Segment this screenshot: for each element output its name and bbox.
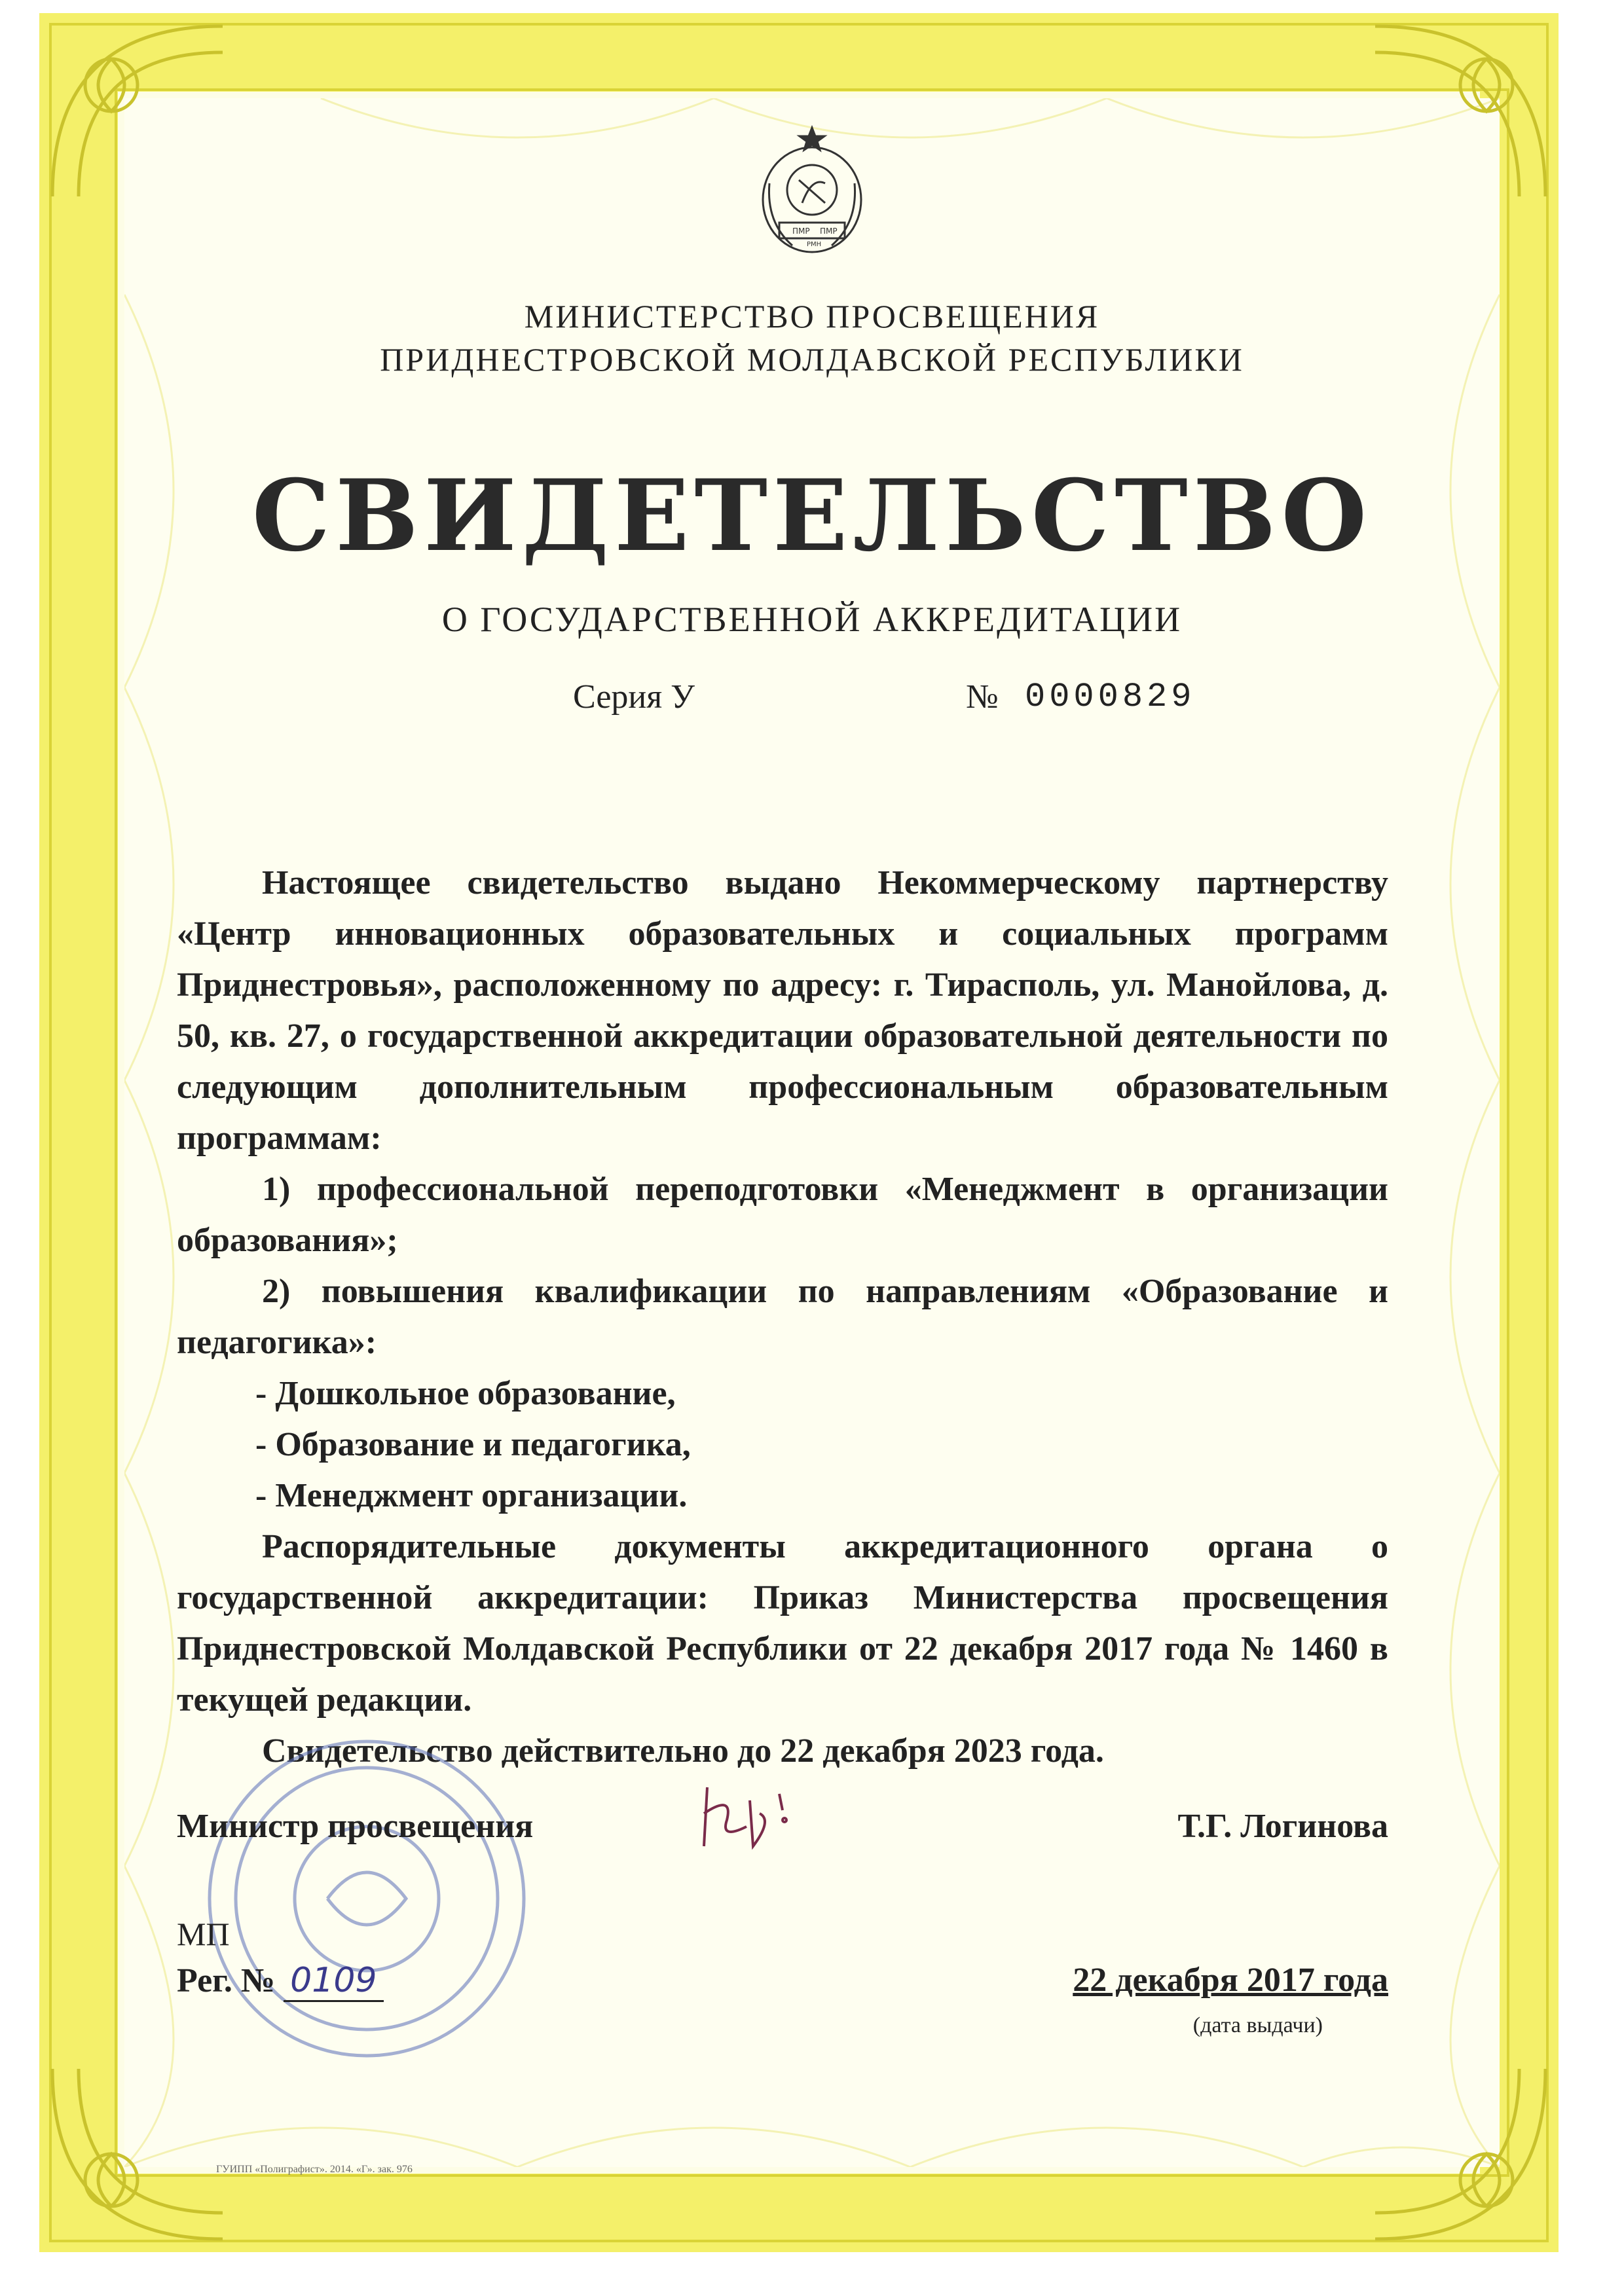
registration-label: Рег. № bbox=[177, 1962, 276, 1999]
signatory-position: Министр просвещения bbox=[177, 1808, 534, 1845]
ministry-line-2: ПРИДНЕСТРОВСКОЙ МОЛДАВСКОЙ РЕСПУБЛИКИ bbox=[380, 341, 1244, 378]
state-emblem-icon bbox=[753, 124, 871, 262]
issue-date: 22 декабря 2017 года bbox=[1073, 1961, 1388, 1999]
series-label: Серия У bbox=[573, 678, 695, 716]
registration-line bbox=[177, 1961, 384, 2000]
corner-ornament-top-right bbox=[1362, 13, 1559, 210]
seal-place-label: МП bbox=[177, 1916, 230, 1952]
body-paragraph-1: Настоящее свидетельство выдано Некоммерческому партнерству «Центр инновационных образовательных и социальных программ Приднестровья», расположенному по адресу: г. Тирасполь, ул. Манойлова, д. 50, кв. 27, о государственной аккредитации образовательной деятельности по следующим дополнительным профессиональным образовательным программам: bbox=[177, 864, 1388, 1157]
handwritten-signature bbox=[688, 1774, 819, 1859]
emblem-label-right: ПМР bbox=[820, 227, 838, 236]
signatory-name: Т.Г. Логинова bbox=[1177, 1808, 1388, 1845]
document-title: СВИДЕТЕЛЬСТВО bbox=[251, 458, 1373, 574]
number-label: № bbox=[966, 678, 999, 716]
certificate-number: 0000829 bbox=[1025, 678, 1196, 716]
validity-statement: Свидетельство действительно до 22 декабря 2023 года. bbox=[262, 1732, 1104, 1770]
issuing-authority bbox=[0, 295, 1624, 381]
document-subtitle: О ГОСУДАРСТВЕННОЙ АККРЕДИТАЦИИ bbox=[441, 600, 1183, 639]
issue-date-caption: (дата выдачи) bbox=[1192, 2013, 1323, 2037]
emblem-label-left: ПМР bbox=[792, 227, 810, 236]
corner-ornament-bottom-left bbox=[39, 2056, 236, 2252]
body-paragraph-2: Распорядительные документы аккредитационного органа о государственной аккредитации: Приказ Министерства просвещения Приднестровской Молдавской Республики от 22 декабря 2017 года № 1460 в текущей редакции. bbox=[177, 1528, 1388, 1719]
sub-item-3: - Менеджмент организации. bbox=[255, 1477, 688, 1514]
program-item-1: 1) профессиональной переподготовки «Менеджмент в организации образования»; bbox=[177, 1171, 1388, 1259]
sub-item-2: - Образование и педагогика, bbox=[255, 1426, 691, 1463]
corner-ornament-top-left bbox=[39, 13, 236, 210]
sub-item-1: - Дошкольное образование, bbox=[255, 1375, 676, 1412]
emblem-label-center: РМН bbox=[807, 241, 822, 248]
certificate-body bbox=[177, 858, 1388, 1777]
official-stamp-icon bbox=[196, 1728, 537, 2069]
corner-ornament-bottom-right bbox=[1362, 2056, 1559, 2252]
program-item-2: 2) повышения квалификации по направлениям «Образование и педагогика»: bbox=[177, 1273, 1388, 1361]
printer-imprint: ГУИПП «Полиграфист». 2014. «Г». зак. 976 bbox=[216, 2164, 413, 2175]
ministry-line-1: МИНИСТЕРСТВО ПРОСВЕЩЕНИЯ bbox=[524, 298, 1100, 335]
registration-number: 0109 bbox=[284, 1961, 383, 2002]
